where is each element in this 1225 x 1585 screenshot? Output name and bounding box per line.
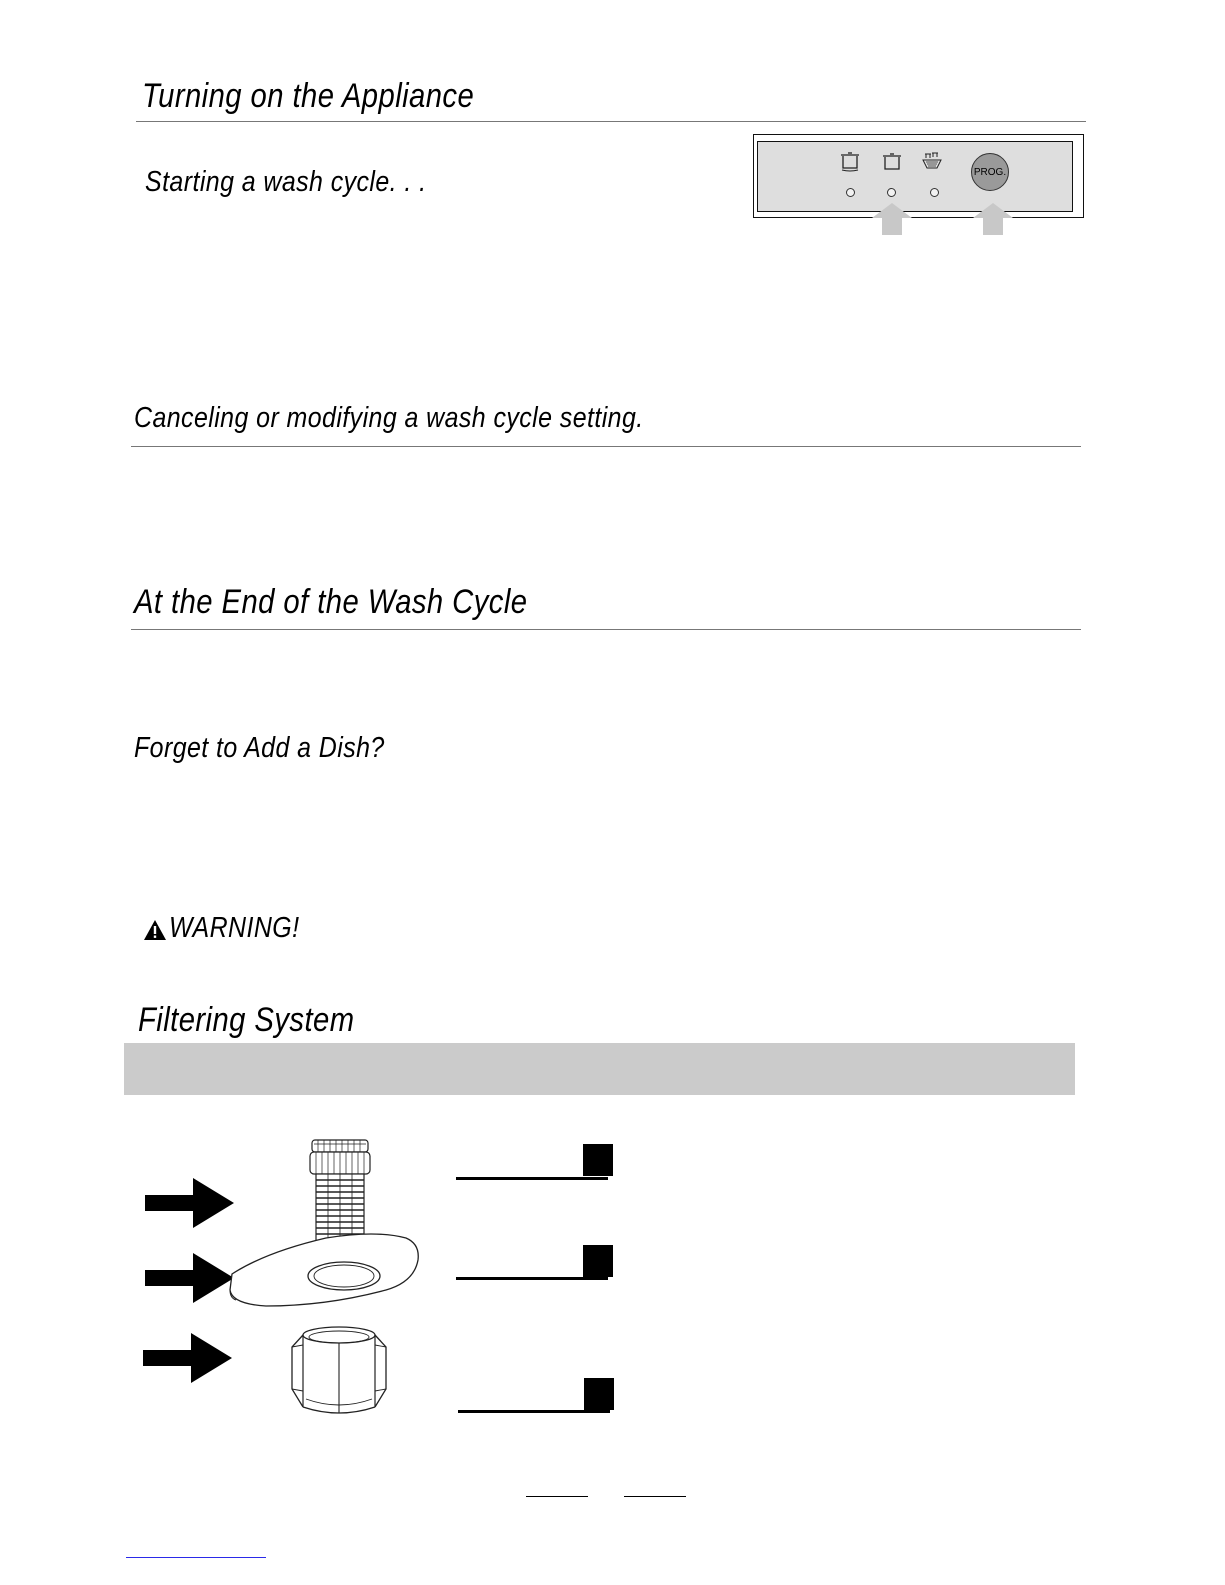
callout-line: [458, 1410, 610, 1413]
footer-line: [526, 1496, 588, 1497]
callout-line: [456, 1177, 608, 1180]
up-arrow-icon: [971, 203, 1015, 235]
right-arrow-icon: [145, 1178, 235, 1228]
heading-rule: [131, 446, 1081, 447]
heading-rule: [131, 629, 1081, 630]
right-arrow-icon: [145, 1253, 235, 1303]
subheading-starting: Starting a wash cycle. . .: [145, 166, 427, 198]
pot-icon: [882, 153, 902, 171]
callout-marker: [584, 1378, 614, 1410]
callout-marker: [583, 1144, 613, 1176]
up-arrow-icon: [870, 203, 914, 235]
heading-end-of-cycle: At the End of the Wash Cycle: [134, 583, 528, 621]
main-filter-plate: [226, 1232, 422, 1312]
filtering-info-bar: [124, 1043, 1075, 1095]
link-underline: [126, 1557, 266, 1558]
warning-triangle-icon: [143, 919, 167, 941]
heading-rule: [136, 121, 1086, 122]
callout-line: [456, 1277, 608, 1280]
indicator-light: [846, 188, 855, 197]
glass-rack-icon: [921, 150, 943, 172]
indicator-light: [930, 188, 939, 197]
indicator-light: [887, 188, 896, 197]
heading-canceling: Canceling or modifying a wash cycle setting.: [134, 402, 644, 434]
prog-button: [971, 153, 1009, 191]
right-arrow-icon: [143, 1333, 233, 1383]
heading-turning-on: Turning on the Appliance: [142, 77, 475, 115]
subheading-forget-dish: Forget to Add a Dish?: [134, 732, 385, 764]
coarse-filter: [286, 1325, 392, 1419]
footer-line: [624, 1496, 686, 1497]
prog-button-label: PROG.: [973, 166, 1007, 178]
callout-marker: [583, 1245, 613, 1277]
panel-face: [757, 141, 1073, 212]
heading-filtering: Filtering System: [138, 1001, 355, 1039]
warning-text: WARNING!: [169, 912, 300, 944]
pot-icon: [840, 151, 860, 171]
